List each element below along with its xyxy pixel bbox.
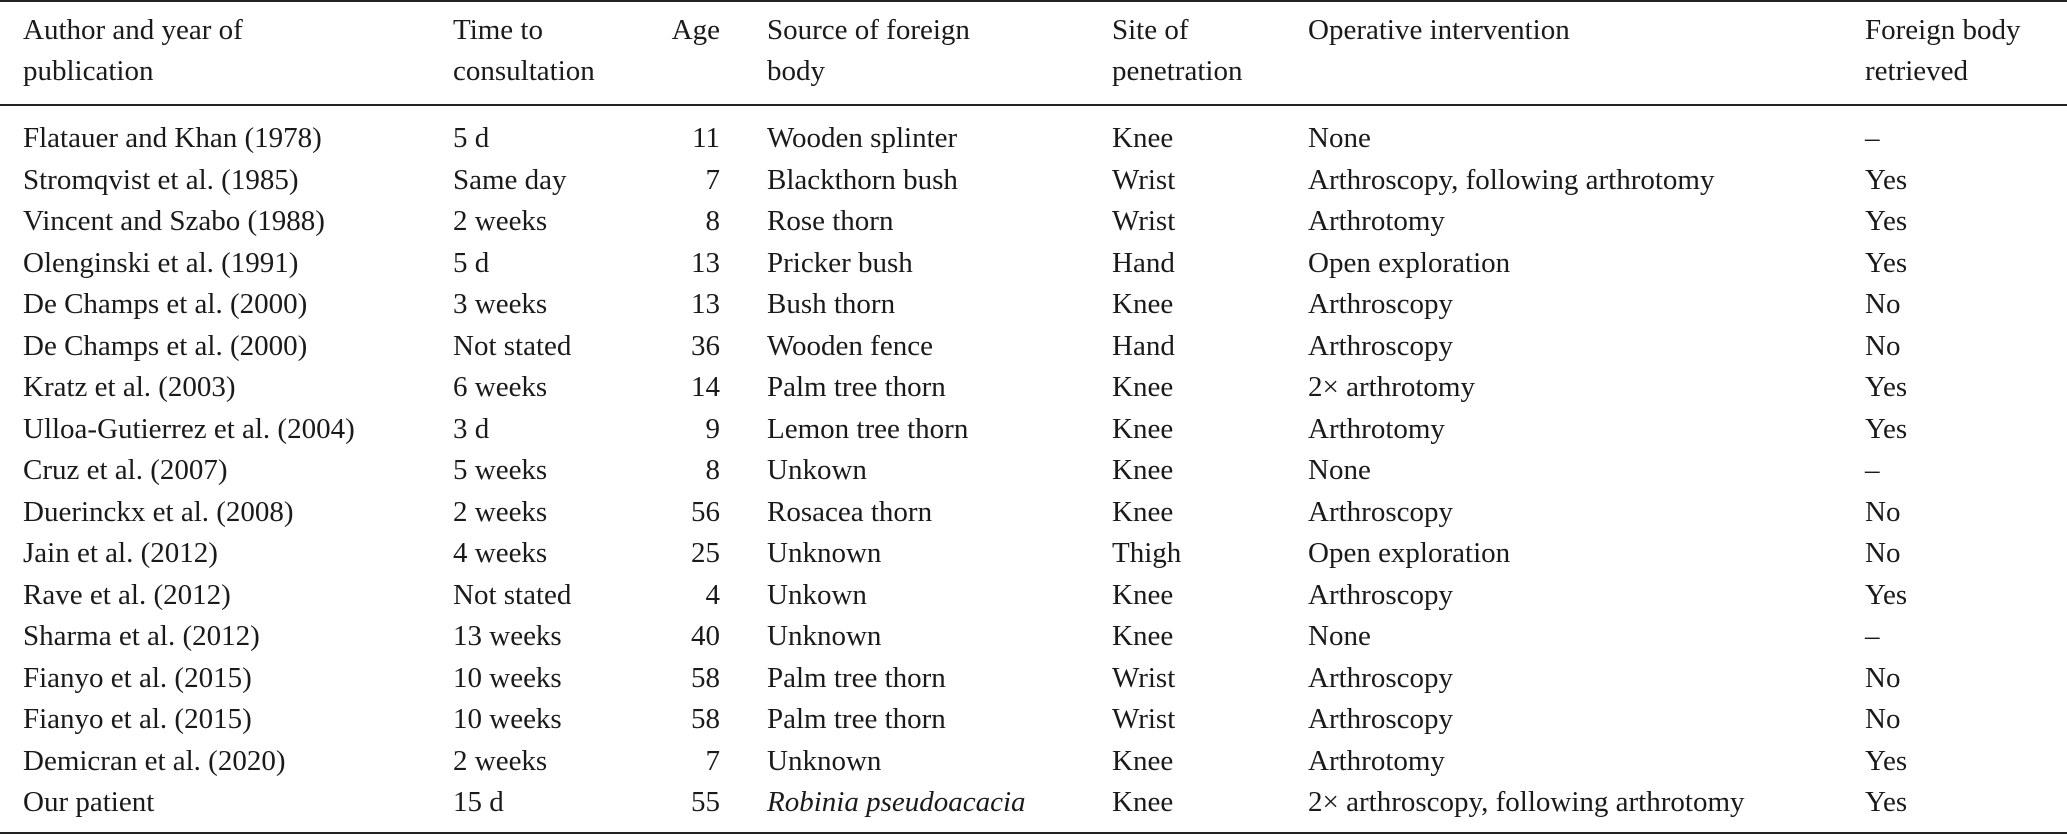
cell-author: De Champs et al. (2000) bbox=[23, 329, 308, 362]
table-row bbox=[0, 450, 2067, 492]
cell-operative: Arthrotomy bbox=[1308, 744, 1445, 777]
cell-age: 40 bbox=[691, 620, 720, 652]
cell-time: 2 weeks bbox=[453, 744, 548, 777]
cell-age: 8 bbox=[705, 205, 720, 237]
header-age bbox=[648, 1, 720, 105]
cell-time: 5 weeks bbox=[453, 454, 548, 486]
header-age-line-1: Age bbox=[671, 14, 720, 46]
header-source-line-1: Source of foreign bbox=[767, 14, 970, 46]
cell-operative: Arthroscopy bbox=[1308, 578, 1453, 611]
cell-site: Thigh bbox=[1112, 537, 1182, 569]
header-operative bbox=[1308, 1, 1865, 105]
table-row bbox=[0, 741, 2067, 783]
cell-retrieved: Yes bbox=[1865, 578, 1908, 611]
header-row bbox=[0, 1, 2067, 105]
table-row bbox=[0, 699, 2067, 741]
header-retrieved bbox=[1865, 1, 2067, 105]
cell-author: Stromqvist et al. (1985) bbox=[23, 163, 299, 196]
cell-author: Sharma et al. (2012) bbox=[23, 620, 260, 652]
cell-site: Knee bbox=[1112, 371, 1174, 403]
cell-gap bbox=[720, 658, 767, 700]
cell-retrieved: – bbox=[1865, 620, 1880, 652]
header-site-line-2: penetration bbox=[1112, 55, 1243, 87]
cell-site: Wrist bbox=[1112, 703, 1176, 735]
cell-retrieved: Yes bbox=[1865, 205, 1908, 237]
header-time-line-2: consultation bbox=[453, 55, 595, 87]
cell-operative: Arthroscopy, following arthrotomy bbox=[1308, 163, 1715, 196]
cell-retrieved: No bbox=[1865, 661, 1901, 694]
table-row bbox=[0, 409, 2067, 451]
cell-age: 13 bbox=[691, 246, 720, 279]
cell-time: 2 weeks bbox=[453, 495, 548, 528]
cell-author: Kratz et al. (2003) bbox=[23, 371, 236, 403]
cell-operative: Open exploration bbox=[1308, 246, 1511, 279]
cell-source: Unkown bbox=[767, 578, 867, 611]
table-row bbox=[0, 243, 2067, 285]
cell-source: Robinia pseudoacacia bbox=[767, 786, 1026, 818]
cell-gap bbox=[720, 326, 767, 368]
header-retrieved-line-2: retrieved bbox=[1865, 55, 1969, 87]
cell-gap bbox=[720, 492, 767, 534]
table-row bbox=[0, 201, 2067, 243]
cell-operative: None bbox=[1308, 454, 1371, 486]
header-site-line-1: Site of bbox=[1112, 14, 1189, 46]
table-header bbox=[0, 1, 2067, 105]
cell-source: Pricker bush bbox=[767, 246, 913, 279]
cell-retrieved: – bbox=[1865, 122, 1880, 154]
cell-source: Unknown bbox=[767, 620, 882, 652]
cell-time: Not stated bbox=[453, 329, 572, 362]
table-row bbox=[0, 616, 2067, 658]
header-author-line-2: publication bbox=[23, 55, 154, 87]
cell-retrieved: Yes bbox=[1865, 246, 1908, 279]
cell-time: 10 weeks bbox=[453, 661, 562, 694]
table-row bbox=[0, 367, 2067, 409]
cell-retrieved: No bbox=[1865, 288, 1901, 320]
cell-site: Knee bbox=[1112, 578, 1174, 611]
cell-site: Knee bbox=[1112, 786, 1174, 818]
cell-time: 5 d bbox=[453, 246, 490, 279]
cell-author: Demicran et al. (2020) bbox=[23, 744, 286, 777]
cell-author: Jain et al. (2012) bbox=[23, 537, 218, 569]
cell-gap bbox=[720, 105, 767, 160]
cell-retrieved: Yes bbox=[1865, 163, 1908, 196]
cell-source: Palm tree thorn bbox=[767, 703, 946, 735]
cell-source: Rose thorn bbox=[767, 205, 894, 237]
cell-gap bbox=[720, 741, 767, 783]
cell-site: Knee bbox=[1112, 495, 1174, 528]
cell-operative: Arthroscopy bbox=[1308, 288, 1453, 320]
cell-age: 36 bbox=[691, 329, 720, 362]
cell-gap bbox=[720, 450, 767, 492]
cell-gap bbox=[720, 201, 767, 243]
cell-source: Palm tree thorn bbox=[767, 661, 946, 694]
cell-retrieved: Yes bbox=[1865, 371, 1908, 403]
cell-gap bbox=[720, 782, 767, 833]
cell-age: 58 bbox=[691, 661, 720, 694]
cell-site: Knee bbox=[1112, 454, 1174, 486]
cell-author: Fianyo et al. (2015) bbox=[23, 703, 252, 735]
cell-operative: Arthrotomy bbox=[1308, 412, 1445, 445]
cell-age: 58 bbox=[691, 703, 720, 735]
cell-time: Not stated bbox=[453, 578, 572, 611]
cell-time: 13 weeks bbox=[453, 620, 562, 652]
cell-source: Wooden splinter bbox=[767, 122, 958, 154]
cell-operative: Arthroscopy bbox=[1308, 329, 1453, 362]
cell-gap bbox=[720, 533, 767, 575]
cell-author: Rave et al. (2012) bbox=[23, 578, 231, 611]
cell-site: Knee bbox=[1112, 412, 1174, 445]
cell-site: Knee bbox=[1112, 620, 1174, 652]
table-row bbox=[0, 284, 2067, 326]
cell-site: Knee bbox=[1112, 288, 1174, 320]
cell-author: Olenginski et al. (1991) bbox=[23, 246, 299, 279]
cell-source: Blackthorn bush bbox=[767, 163, 958, 196]
cell-site: Wrist bbox=[1112, 661, 1176, 694]
cell-gap bbox=[720, 284, 767, 326]
cell-author: Fianyo et al. (2015) bbox=[23, 661, 252, 694]
cell-retrieved: Yes bbox=[1865, 744, 1908, 777]
cell-author: De Champs et al. (2000) bbox=[23, 288, 308, 320]
cell-time: 4 weeks bbox=[453, 537, 548, 569]
cell-author: Ulloa-Gutierrez et al. (2004) bbox=[23, 412, 355, 445]
cell-age: 8 bbox=[705, 454, 720, 486]
table-row bbox=[0, 492, 2067, 534]
cell-time: Same day bbox=[453, 163, 567, 196]
cell-retrieved: Yes bbox=[1865, 412, 1908, 445]
cell-retrieved: No bbox=[1865, 703, 1901, 735]
cell-source: Unkown bbox=[767, 454, 867, 486]
table-row bbox=[0, 658, 2067, 700]
cell-gap bbox=[720, 160, 767, 202]
cell-time: 3 weeks bbox=[453, 288, 548, 320]
cell-operative: Open exploration bbox=[1308, 537, 1511, 569]
cell-author: Cruz et al. (2007) bbox=[23, 454, 228, 486]
cell-age: 13 bbox=[691, 288, 720, 320]
cell-gap bbox=[720, 616, 767, 658]
cell-source: Bush thorn bbox=[767, 288, 896, 320]
cell-retrieved: Yes bbox=[1865, 786, 1908, 818]
header-author-line-1: Author and year of bbox=[23, 14, 243, 46]
cell-gap bbox=[720, 575, 767, 617]
header-retrieved-line-1: Foreign body bbox=[1865, 14, 2021, 46]
cell-operative: None bbox=[1308, 620, 1371, 652]
cell-source: Wooden fence bbox=[767, 329, 933, 362]
cell-operative: 2× arthrotomy bbox=[1308, 371, 1475, 403]
cell-time: 10 weeks bbox=[453, 703, 562, 735]
cell-age: 7 bbox=[705, 163, 720, 196]
cell-gap bbox=[720, 409, 767, 451]
table-row bbox=[0, 782, 2067, 833]
cell-retrieved: No bbox=[1865, 495, 1901, 528]
table-row bbox=[0, 533, 2067, 575]
cell-site: Knee bbox=[1112, 122, 1174, 154]
table-row bbox=[0, 575, 2067, 617]
cell-site: Knee bbox=[1112, 744, 1174, 777]
cell-age: 4 bbox=[705, 578, 720, 611]
table-row bbox=[0, 326, 2067, 368]
cell-author: Flatauer and Khan (1978) bbox=[23, 122, 322, 154]
cell-retrieved: No bbox=[1865, 537, 1901, 569]
cell-age: 25 bbox=[691, 537, 720, 569]
cell-age: 9 bbox=[705, 412, 720, 445]
cell-source: Unknown bbox=[767, 744, 882, 777]
cell-author: Our patient bbox=[23, 786, 155, 818]
cell-site: Hand bbox=[1112, 246, 1175, 279]
cell-source: Unknown bbox=[767, 537, 882, 569]
header-site bbox=[1112, 1, 1308, 105]
cell-site: Wrist bbox=[1112, 205, 1176, 237]
cell-site: Wrist bbox=[1112, 163, 1176, 196]
table-row bbox=[0, 160, 2067, 202]
cell-operative: Arthroscopy bbox=[1308, 495, 1453, 528]
cell-operative: Arthroscopy bbox=[1308, 661, 1453, 694]
cell-author: Vincent and Szabo (1988) bbox=[23, 205, 325, 237]
cell-gap bbox=[720, 699, 767, 741]
header-gap bbox=[720, 1, 767, 105]
cell-gap bbox=[720, 243, 767, 285]
cell-time: 5 d bbox=[453, 122, 490, 154]
table-row bbox=[0, 105, 2067, 160]
cell-source: Rosacea thorn bbox=[767, 495, 933, 528]
header-source bbox=[767, 1, 1112, 105]
table-body bbox=[0, 105, 2067, 833]
cell-time: 6 weeks bbox=[453, 371, 548, 403]
cell-retrieved: No bbox=[1865, 329, 1901, 362]
cell-retrieved: – bbox=[1865, 454, 1880, 486]
header-operative-line-1: Operative intervention bbox=[1308, 14, 1570, 46]
cell-source: Lemon tree thorn bbox=[767, 412, 969, 445]
cell-age: 14 bbox=[691, 371, 720, 403]
cell-gap bbox=[720, 367, 767, 409]
cell-time: 15 d bbox=[453, 786, 504, 818]
header-time bbox=[453, 1, 648, 105]
cell-operative: None bbox=[1308, 122, 1371, 154]
cell-age: 55 bbox=[691, 786, 720, 818]
cell-age: 7 bbox=[705, 744, 720, 777]
cell-operative: Arthrotomy bbox=[1308, 205, 1445, 237]
cell-time: 3 d bbox=[453, 412, 490, 445]
cell-age: 11 bbox=[692, 122, 720, 154]
cell-author: Duerinckx et al. (2008) bbox=[23, 495, 294, 528]
cell-operative: 2× arthroscopy, following arthrotomy bbox=[1308, 786, 1745, 818]
cell-operative: Arthroscopy bbox=[1308, 703, 1453, 735]
header-time-line-1: Time to bbox=[453, 14, 543, 46]
cell-age: 56 bbox=[691, 495, 720, 528]
header-source-line-2: body bbox=[767, 55, 825, 87]
cell-site: Hand bbox=[1112, 329, 1175, 362]
header-author bbox=[0, 1, 453, 105]
cell-time: 2 weeks bbox=[453, 205, 548, 237]
cell-source: Palm tree thorn bbox=[767, 371, 946, 403]
